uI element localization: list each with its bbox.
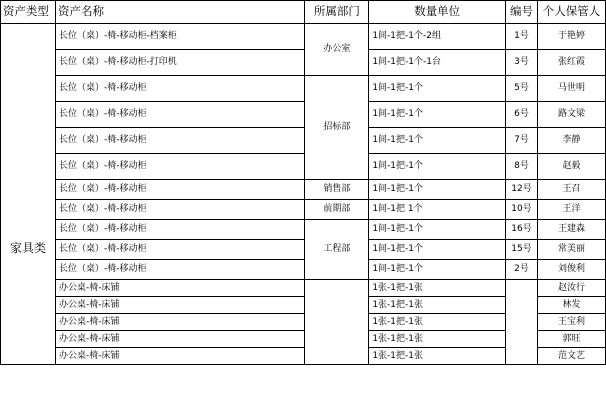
number-cell: 3号 — [506, 50, 538, 76]
keeper-cell: 范文艺 — [538, 348, 606, 365]
asset-name-cell: 长位（桌）-椅-移动柜 — [55, 180, 304, 200]
table-row — [1, 240, 606, 260]
asset-name-cell: 长位（桌）-椅-移动柜 — [55, 76, 304, 102]
qty-cell: 1间-1把-1个 — [369, 102, 506, 128]
keeper-cell: 赵汝行 — [538, 280, 606, 297]
category-cell: 家具类 — [1, 24, 56, 365]
dept-cell-preliminary: 前期部 — [305, 200, 369, 220]
number-cell: 12号 — [506, 180, 538, 200]
asset-name-cell: 办公桌-椅-床铺 — [55, 280, 304, 297]
table-row — [1, 280, 606, 297]
table-row — [1, 154, 606, 180]
number-cell: 8号 — [506, 154, 538, 180]
qty-cell: 1张-1把-1张 — [369, 348, 506, 365]
header-keeper: 个人保管人 — [538, 1, 606, 24]
qty-cell: 1间-1把-1个 — [369, 240, 506, 260]
table-row — [1, 24, 606, 50]
dept-cell-sales: 销售部 — [305, 180, 369, 200]
table-row — [1, 76, 606, 102]
keeper-cell: 常美丽 — [538, 240, 606, 260]
qty-cell: 1间-1把-1个 — [369, 260, 506, 280]
header-department: 所属部门 — [305, 1, 369, 24]
table-row — [1, 102, 606, 128]
keeper-cell: 刘俊利 — [538, 260, 606, 280]
keeper-cell: 王宝利 — [538, 314, 606, 331]
dept-cell-empty — [305, 280, 369, 365]
header-number: 编号 — [506, 1, 538, 24]
asset-name-cell: 办公桌-椅-床铺 — [55, 348, 304, 365]
dept-cell-office: 办公室 — [305, 24, 369, 76]
keeper-cell: 王建森 — [538, 220, 606, 240]
dept-cell-engineering: 工程部 — [305, 220, 369, 280]
table-row — [1, 50, 606, 76]
table-row — [1, 220, 606, 240]
asset-name-cell: 长位（桌）-椅-移动柜-档案柜 — [55, 24, 304, 50]
header-row — [1, 1, 606, 24]
number-cell: 15号 — [506, 240, 538, 260]
number-cell: 1号 — [506, 24, 538, 50]
asset-name-cell: 办公桌-椅-床铺 — [55, 297, 304, 314]
table-row — [1, 128, 606, 154]
asset-name-cell: 长位（桌）-椅-移动柜 — [55, 240, 304, 260]
keeper-cell: 李静 — [538, 128, 606, 154]
asset-name-cell: 长位（桌）-椅-移动柜 — [55, 128, 304, 154]
number-cell: 7号 — [506, 128, 538, 154]
header-asset-type: 资产类型 — [1, 1, 56, 24]
table-row — [1, 260, 606, 280]
asset-name-cell: 长位（桌）-椅-移动柜 — [55, 154, 304, 180]
qty-cell: 1间-1把-1个-1台 — [369, 50, 506, 76]
qty-cell: 1间-1把-1个 — [369, 76, 506, 102]
qty-cell: 1张-1把-1张 — [369, 314, 506, 331]
asset-name-cell: 长位（桌）-椅-移动柜-打印机 — [55, 50, 304, 76]
number-cell: 5号 — [506, 76, 538, 102]
qty-cell: 1间-1把-1个 — [369, 128, 506, 154]
qty-cell: 1间-1把-1个-2组 — [369, 24, 506, 50]
number-cell: 2号 — [506, 260, 538, 280]
asset-name-cell: 办公桌-椅-床铺 — [55, 331, 304, 348]
keeper-cell: 林发 — [538, 297, 606, 314]
asset-name-cell: 长位（桌）-椅-移动柜 — [55, 200, 304, 220]
asset-name-cell: 办公桌-椅-床铺 — [55, 314, 304, 331]
qty-cell: 1间-1把-1个 — [369, 220, 506, 240]
qty-cell: 1间-1把-1个 — [369, 154, 506, 180]
asset-name-cell: 长位（桌）-椅-移动柜 — [55, 260, 304, 280]
keeper-cell: 王洋 — [538, 200, 606, 220]
number-cell: 6号 — [506, 102, 538, 128]
table-row — [1, 180, 606, 200]
qty-cell: 1间-1把-1个 — [369, 180, 506, 200]
header-asset-name: 资产名称 — [55, 1, 304, 24]
number-cell: 16号 — [506, 220, 538, 240]
asset-name-cell: 长位（桌）-椅-移动柜 — [55, 220, 304, 240]
asset-name-cell: 长位（桌）-椅-移动柜 — [55, 102, 304, 128]
keeper-cell: 路文梁 — [538, 102, 606, 128]
keeper-cell: 赵毅 — [538, 154, 606, 180]
keeper-cell: 郭旺 — [538, 331, 606, 348]
keeper-cell: 马世明 — [538, 76, 606, 102]
qty-cell: 1张-1把-1张 — [369, 297, 506, 314]
qty-cell: 1张-1把-1张 — [369, 280, 506, 297]
dept-cell-bidding: 招标部 — [305, 76, 369, 180]
qty-cell: 1间-1把 1个 — [369, 200, 506, 220]
keeper-cell: 于艳婷 — [538, 24, 606, 50]
keeper-cell: 王召 — [538, 180, 606, 200]
keeper-cell: 张红霞 — [538, 50, 606, 76]
number-cell-empty — [506, 280, 538, 365]
table-row — [1, 200, 606, 220]
number-cell: 10号 — [506, 200, 538, 220]
qty-cell: 1张-1把-1张 — [369, 331, 506, 348]
header-quantity-unit: 数量单位 — [369, 1, 506, 24]
